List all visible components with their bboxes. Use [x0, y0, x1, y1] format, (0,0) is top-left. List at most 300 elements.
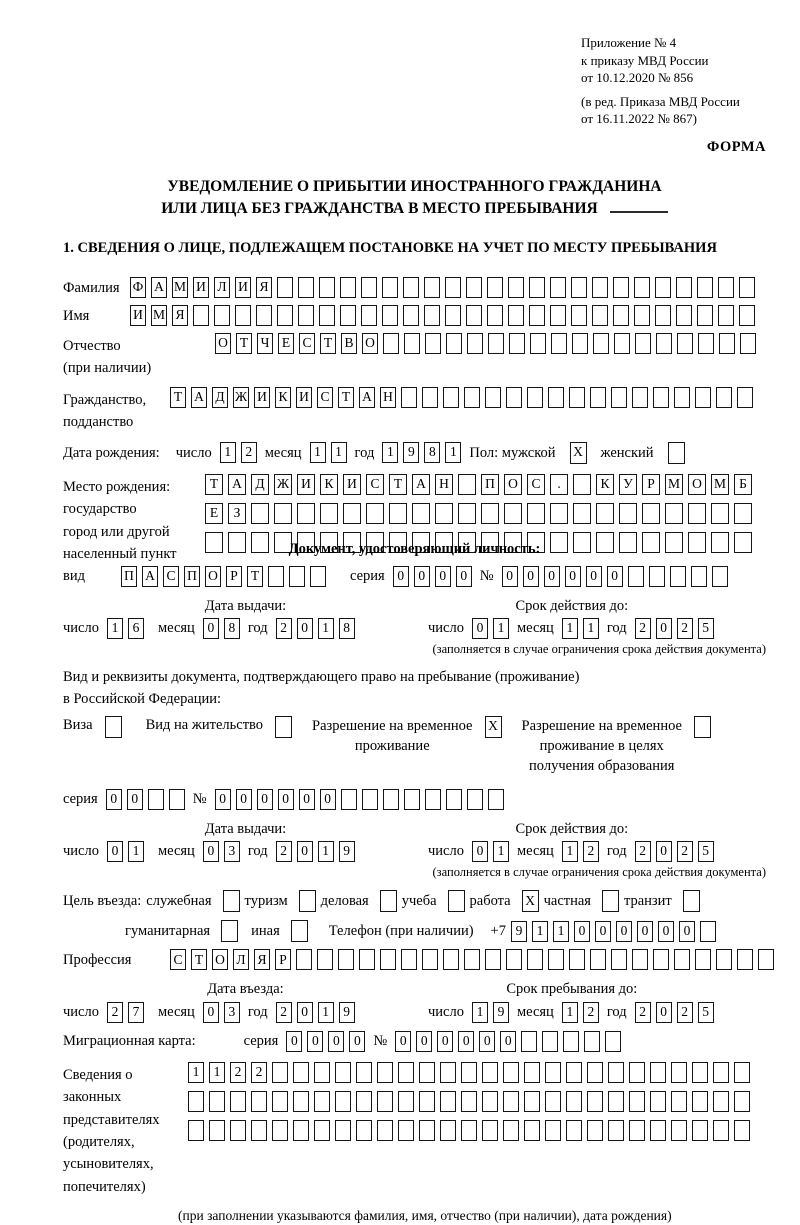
- char-cell[interactable]: [340, 305, 356, 326]
- char-cell[interactable]: [650, 1091, 666, 1112]
- char-cell[interactable]: [692, 1062, 708, 1083]
- char-cell[interactable]: [401, 387, 417, 408]
- char-cell[interactable]: Б: [734, 474, 752, 495]
- char-cell[interactable]: [550, 277, 566, 298]
- char-cell[interactable]: [596, 503, 614, 524]
- char-cell[interactable]: [527, 503, 545, 524]
- char-cell[interactable]: [488, 333, 504, 354]
- char-cell[interactable]: [169, 789, 185, 810]
- char-cell[interactable]: [509, 333, 525, 354]
- char-cell[interactable]: [694, 716, 711, 738]
- char-cell[interactable]: [356, 1062, 372, 1083]
- char-cell[interactable]: [356, 1120, 372, 1141]
- char-cell[interactable]: [605, 1031, 621, 1052]
- char-cell[interactable]: 0: [595, 921, 611, 942]
- char-cell[interactable]: К: [320, 474, 338, 495]
- char-cell[interactable]: [611, 949, 627, 970]
- char-cell[interactable]: [293, 1062, 309, 1083]
- char-cell[interactable]: [193, 305, 209, 326]
- char-cell[interactable]: [209, 1120, 225, 1141]
- char-cell[interactable]: [359, 949, 375, 970]
- char-cell[interactable]: 0: [656, 1002, 672, 1023]
- char-cell[interactable]: Т: [320, 333, 336, 354]
- char-cell[interactable]: 9: [339, 1002, 355, 1023]
- char-cell[interactable]: К: [596, 474, 614, 495]
- char-cell[interactable]: [628, 566, 644, 587]
- char-cell[interactable]: [734, 1062, 750, 1083]
- char-cell[interactable]: 0: [437, 1031, 453, 1052]
- char-cell[interactable]: [691, 566, 707, 587]
- char-cell[interactable]: [716, 949, 732, 970]
- char-cell[interactable]: 0: [565, 566, 581, 587]
- char-cell[interactable]: Т: [170, 387, 186, 408]
- char-cell[interactable]: [740, 333, 756, 354]
- char-cell[interactable]: 2: [677, 841, 693, 862]
- char-cell[interactable]: 0: [320, 789, 336, 810]
- char-cell[interactable]: 2: [635, 841, 651, 862]
- char-cell[interactable]: 0: [395, 1031, 411, 1052]
- char-cell[interactable]: 1: [583, 618, 599, 639]
- char-cell[interactable]: [613, 305, 629, 326]
- char-cell[interactable]: [299, 890, 316, 912]
- char-cell[interactable]: [569, 949, 585, 970]
- char-cell[interactable]: 0: [479, 1031, 495, 1052]
- char-cell[interactable]: 0: [297, 841, 313, 862]
- char-cell[interactable]: [653, 387, 669, 408]
- char-cell[interactable]: [695, 949, 711, 970]
- char-cell[interactable]: [272, 1120, 288, 1141]
- char-cell[interactable]: [366, 503, 384, 524]
- char-cell[interactable]: [422, 387, 438, 408]
- char-cell[interactable]: 9: [493, 1002, 509, 1023]
- char-cell[interactable]: [619, 532, 637, 553]
- char-cell[interactable]: 2: [635, 618, 651, 639]
- char-cell[interactable]: И: [343, 474, 361, 495]
- char-cell[interactable]: [335, 1091, 351, 1112]
- char-cell[interactable]: [563, 1031, 579, 1052]
- char-cell[interactable]: [338, 949, 354, 970]
- char-cell[interactable]: [587, 1091, 603, 1112]
- char-cell[interactable]: [419, 1062, 435, 1083]
- char-cell[interactable]: [632, 387, 648, 408]
- char-cell[interactable]: 1: [107, 618, 123, 639]
- char-cell[interactable]: [716, 387, 732, 408]
- char-cell[interactable]: П: [481, 474, 499, 495]
- char-cell[interactable]: [398, 1120, 414, 1141]
- char-cell[interactable]: X: [522, 890, 539, 912]
- char-cell[interactable]: 1: [318, 841, 334, 862]
- char-cell[interactable]: 1: [532, 921, 548, 942]
- char-cell[interactable]: [467, 789, 483, 810]
- char-cell[interactable]: [524, 1062, 540, 1083]
- char-cell[interactable]: [293, 1120, 309, 1141]
- char-cell[interactable]: [566, 1120, 582, 1141]
- char-cell[interactable]: А: [359, 387, 375, 408]
- char-cell[interactable]: [527, 949, 543, 970]
- char-cell[interactable]: [550, 305, 566, 326]
- char-cell[interactable]: [608, 1120, 624, 1141]
- char-cell[interactable]: [105, 716, 122, 738]
- char-cell[interactable]: 3: [224, 841, 240, 862]
- char-cell[interactable]: [403, 305, 419, 326]
- char-cell[interactable]: [268, 566, 284, 587]
- char-cell[interactable]: [737, 387, 753, 408]
- char-cell[interactable]: [335, 1062, 351, 1083]
- char-cell[interactable]: [448, 890, 465, 912]
- char-cell[interactable]: 2: [241, 442, 257, 463]
- char-cell[interactable]: [310, 566, 326, 587]
- char-cell[interactable]: З: [228, 503, 246, 524]
- char-cell[interactable]: [464, 387, 480, 408]
- char-cell[interactable]: [403, 277, 419, 298]
- char-cell[interactable]: [228, 532, 246, 553]
- char-cell[interactable]: [611, 387, 627, 408]
- char-cell[interactable]: 0: [472, 618, 488, 639]
- char-cell[interactable]: [551, 333, 567, 354]
- char-cell[interactable]: 2: [583, 1002, 599, 1023]
- char-cell[interactable]: И: [193, 277, 209, 298]
- char-cell[interactable]: [593, 333, 609, 354]
- char-cell[interactable]: [655, 277, 671, 298]
- char-cell[interactable]: 0: [472, 841, 488, 862]
- char-cell[interactable]: [596, 532, 614, 553]
- char-cell[interactable]: [422, 949, 438, 970]
- char-cell[interactable]: В: [341, 333, 357, 354]
- char-cell[interactable]: 1: [318, 618, 334, 639]
- char-cell[interactable]: [550, 532, 568, 553]
- char-cell[interactable]: [711, 532, 729, 553]
- char-cell[interactable]: [713, 1091, 729, 1112]
- char-cell[interactable]: 9: [403, 442, 419, 463]
- char-cell[interactable]: [314, 1062, 330, 1083]
- char-cell[interactable]: 1: [445, 442, 461, 463]
- char-cell[interactable]: 0: [656, 841, 672, 862]
- char-cell[interactable]: [221, 920, 238, 942]
- char-cell[interactable]: [377, 1062, 393, 1083]
- char-cell[interactable]: [251, 1091, 267, 1112]
- char-cell[interactable]: [277, 277, 293, 298]
- char-cell[interactable]: [529, 277, 545, 298]
- char-cell[interactable]: [566, 1062, 582, 1083]
- char-cell[interactable]: [653, 949, 669, 970]
- char-cell[interactable]: [530, 333, 546, 354]
- char-cell[interactable]: [458, 503, 476, 524]
- char-cell[interactable]: [446, 333, 462, 354]
- char-cell[interactable]: [629, 1091, 645, 1112]
- char-cell[interactable]: [506, 387, 522, 408]
- char-cell[interactable]: [440, 1091, 456, 1112]
- char-cell[interactable]: 0: [502, 566, 518, 587]
- char-cell[interactable]: [700, 921, 716, 942]
- char-cell[interactable]: [424, 305, 440, 326]
- char-cell[interactable]: О: [504, 474, 522, 495]
- char-cell[interactable]: [419, 1091, 435, 1112]
- char-cell[interactable]: 0: [236, 789, 252, 810]
- char-cell[interactable]: О: [688, 474, 706, 495]
- char-cell[interactable]: [503, 1120, 519, 1141]
- char-cell[interactable]: 1: [382, 442, 398, 463]
- char-cell[interactable]: Т: [191, 949, 207, 970]
- char-cell[interactable]: X: [485, 716, 502, 738]
- char-cell[interactable]: [713, 1120, 729, 1141]
- char-cell[interactable]: 5: [698, 1002, 714, 1023]
- char-cell[interactable]: 8: [339, 618, 355, 639]
- char-cell[interactable]: [573, 503, 591, 524]
- char-cell[interactable]: 0: [414, 566, 430, 587]
- char-cell[interactable]: Ж: [233, 387, 249, 408]
- char-cell[interactable]: [566, 1091, 582, 1112]
- char-cell[interactable]: [650, 1062, 666, 1083]
- char-cell[interactable]: [274, 503, 292, 524]
- char-cell[interactable]: [713, 1062, 729, 1083]
- char-cell[interactable]: 0: [500, 1031, 516, 1052]
- char-cell[interactable]: [296, 949, 312, 970]
- char-cell[interactable]: 1: [562, 618, 578, 639]
- char-cell[interactable]: [590, 387, 606, 408]
- char-cell[interactable]: [550, 503, 568, 524]
- char-cell[interactable]: 0: [278, 789, 294, 810]
- char-cell[interactable]: [712, 566, 728, 587]
- char-cell[interactable]: [508, 277, 524, 298]
- char-cell[interactable]: [671, 1062, 687, 1083]
- char-cell[interactable]: [545, 1091, 561, 1112]
- char-cell[interactable]: [291, 920, 308, 942]
- char-cell[interactable]: [632, 949, 648, 970]
- char-cell[interactable]: 1: [310, 442, 326, 463]
- char-cell[interactable]: [668, 442, 685, 464]
- char-cell[interactable]: [587, 1120, 603, 1141]
- char-cell[interactable]: [665, 532, 683, 553]
- char-cell[interactable]: С: [170, 949, 186, 970]
- char-cell[interactable]: [380, 949, 396, 970]
- char-cell[interactable]: [608, 1062, 624, 1083]
- char-cell[interactable]: Н: [380, 387, 396, 408]
- char-cell[interactable]: [424, 277, 440, 298]
- char-cell[interactable]: 1: [209, 1062, 225, 1083]
- char-cell[interactable]: [293, 1091, 309, 1112]
- char-cell[interactable]: 0: [297, 618, 313, 639]
- char-cell[interactable]: Д: [212, 387, 228, 408]
- char-cell[interactable]: Е: [205, 503, 223, 524]
- char-cell[interactable]: [634, 305, 650, 326]
- char-cell[interactable]: [635, 333, 651, 354]
- char-cell[interactable]: [608, 1091, 624, 1112]
- char-cell[interactable]: [461, 1120, 477, 1141]
- char-cell[interactable]: [319, 305, 335, 326]
- char-cell[interactable]: [445, 277, 461, 298]
- char-cell[interactable]: И: [254, 387, 270, 408]
- char-cell[interactable]: М: [665, 474, 683, 495]
- char-cell[interactable]: 1: [493, 618, 509, 639]
- char-cell[interactable]: С: [299, 333, 315, 354]
- char-cell[interactable]: [148, 789, 164, 810]
- char-cell[interactable]: [508, 305, 524, 326]
- char-cell[interactable]: [734, 1120, 750, 1141]
- char-cell[interactable]: 0: [257, 789, 273, 810]
- char-cell[interactable]: [739, 277, 755, 298]
- char-cell[interactable]: 0: [106, 789, 122, 810]
- char-cell[interactable]: [251, 532, 269, 553]
- char-cell[interactable]: [482, 1120, 498, 1141]
- char-cell[interactable]: [573, 532, 591, 553]
- char-cell[interactable]: 0: [393, 566, 409, 587]
- char-cell[interactable]: [634, 277, 650, 298]
- char-cell[interactable]: [446, 789, 462, 810]
- char-cell[interactable]: 9: [511, 921, 527, 942]
- char-cell[interactable]: [602, 890, 619, 912]
- char-cell[interactable]: [734, 532, 752, 553]
- char-cell[interactable]: 9: [339, 841, 355, 862]
- char-cell[interactable]: 2: [251, 1062, 267, 1083]
- char-cell[interactable]: 2: [276, 841, 292, 862]
- char-cell[interactable]: А: [151, 277, 167, 298]
- char-cell[interactable]: [235, 305, 251, 326]
- char-cell[interactable]: 0: [307, 1031, 323, 1052]
- char-cell[interactable]: [275, 716, 292, 738]
- char-cell[interactable]: [692, 1091, 708, 1112]
- char-cell[interactable]: [719, 333, 735, 354]
- char-cell[interactable]: [698, 333, 714, 354]
- char-cell[interactable]: [758, 949, 774, 970]
- char-cell[interactable]: [739, 305, 755, 326]
- char-cell[interactable]: 2: [677, 618, 693, 639]
- char-cell[interactable]: 6: [128, 618, 144, 639]
- char-cell[interactable]: 0: [544, 566, 560, 587]
- char-cell[interactable]: [443, 949, 459, 970]
- char-cell[interactable]: 2: [276, 1002, 292, 1023]
- char-cell[interactable]: [440, 1120, 456, 1141]
- char-cell[interactable]: [548, 387, 564, 408]
- char-cell[interactable]: [488, 789, 504, 810]
- char-cell[interactable]: [419, 1120, 435, 1141]
- char-cell[interactable]: [697, 277, 713, 298]
- char-cell[interactable]: [676, 277, 692, 298]
- char-cell[interactable]: [361, 305, 377, 326]
- char-cell[interactable]: [398, 1062, 414, 1083]
- char-cell[interactable]: 0: [203, 841, 219, 862]
- char-cell[interactable]: 0: [299, 789, 315, 810]
- char-cell[interactable]: [435, 503, 453, 524]
- char-cell[interactable]: [677, 333, 693, 354]
- char-cell[interactable]: [230, 1120, 246, 1141]
- char-cell[interactable]: [569, 387, 585, 408]
- char-cell[interactable]: О: [205, 566, 221, 587]
- char-cell[interactable]: [383, 789, 399, 810]
- char-cell[interactable]: 2: [230, 1062, 246, 1083]
- char-cell[interactable]: [548, 949, 564, 970]
- char-cell[interactable]: [314, 1120, 330, 1141]
- char-cell[interactable]: Т: [236, 333, 252, 354]
- char-cell[interactable]: [650, 1120, 666, 1141]
- char-cell[interactable]: [642, 503, 660, 524]
- char-cell[interactable]: Л: [214, 277, 230, 298]
- char-cell[interactable]: [671, 1091, 687, 1112]
- char-cell[interactable]: [592, 277, 608, 298]
- char-cell[interactable]: Л: [233, 949, 249, 970]
- char-cell[interactable]: [464, 949, 480, 970]
- char-cell[interactable]: 0: [107, 841, 123, 862]
- char-cell[interactable]: Ж: [274, 474, 292, 495]
- char-cell[interactable]: [571, 305, 587, 326]
- char-cell[interactable]: [737, 949, 753, 970]
- char-cell[interactable]: [572, 333, 588, 354]
- char-cell[interactable]: [683, 890, 700, 912]
- char-cell[interactable]: 0: [523, 566, 539, 587]
- char-cell[interactable]: О: [215, 333, 231, 354]
- char-cell[interactable]: 1: [331, 442, 347, 463]
- char-cell[interactable]: [676, 305, 692, 326]
- char-cell[interactable]: [529, 305, 545, 326]
- char-cell[interactable]: [571, 277, 587, 298]
- char-cell[interactable]: [592, 305, 608, 326]
- char-cell[interactable]: 0: [435, 566, 451, 587]
- char-cell[interactable]: [734, 1091, 750, 1112]
- char-cell[interactable]: [298, 277, 314, 298]
- char-cell[interactable]: [297, 503, 315, 524]
- char-cell[interactable]: [485, 949, 501, 970]
- char-cell[interactable]: Р: [642, 474, 660, 495]
- char-cell[interactable]: [272, 1062, 288, 1083]
- char-cell[interactable]: С: [527, 474, 545, 495]
- char-cell[interactable]: 1: [318, 1002, 334, 1023]
- char-cell[interactable]: [674, 949, 690, 970]
- char-cell[interactable]: [613, 277, 629, 298]
- char-cell[interactable]: [314, 1091, 330, 1112]
- char-cell[interactable]: [482, 1062, 498, 1083]
- char-cell[interactable]: Я: [256, 277, 272, 298]
- char-cell[interactable]: 2: [677, 1002, 693, 1023]
- char-cell[interactable]: [674, 387, 690, 408]
- char-cell[interactable]: [389, 503, 407, 524]
- char-cell[interactable]: О: [212, 949, 228, 970]
- char-cell[interactable]: [718, 305, 734, 326]
- char-cell[interactable]: [404, 789, 420, 810]
- char-cell[interactable]: Е: [278, 333, 294, 354]
- char-cell[interactable]: [688, 503, 706, 524]
- char-cell[interactable]: И: [296, 387, 312, 408]
- char-cell[interactable]: [467, 333, 483, 354]
- char-cell[interactable]: Ф: [130, 277, 146, 298]
- char-cell[interactable]: [481, 503, 499, 524]
- char-cell[interactable]: 0: [127, 789, 143, 810]
- char-cell[interactable]: [587, 1062, 603, 1083]
- char-cell[interactable]: [377, 1091, 393, 1112]
- char-cell[interactable]: [461, 1062, 477, 1083]
- char-cell[interactable]: [697, 305, 713, 326]
- char-cell[interactable]: У: [619, 474, 637, 495]
- char-cell[interactable]: [614, 333, 630, 354]
- char-cell[interactable]: 0: [586, 566, 602, 587]
- char-cell[interactable]: [382, 277, 398, 298]
- char-cell[interactable]: .: [550, 474, 568, 495]
- char-cell[interactable]: 2: [635, 1002, 651, 1023]
- char-cell[interactable]: 0: [456, 566, 472, 587]
- char-cell[interactable]: А: [142, 566, 158, 587]
- char-cell[interactable]: [482, 1091, 498, 1112]
- char-cell[interactable]: 0: [286, 1031, 302, 1052]
- char-cell[interactable]: [251, 503, 269, 524]
- char-cell[interactable]: [466, 277, 482, 298]
- char-cell[interactable]: Т: [247, 566, 263, 587]
- char-cell[interactable]: [504, 503, 522, 524]
- char-cell[interactable]: 5: [698, 618, 714, 639]
- char-cell[interactable]: 2: [107, 1002, 123, 1023]
- char-cell[interactable]: [573, 474, 591, 495]
- char-cell[interactable]: Я: [172, 305, 188, 326]
- char-cell[interactable]: О: [362, 333, 378, 354]
- char-cell[interactable]: 0: [203, 1002, 219, 1023]
- char-cell[interactable]: [383, 333, 399, 354]
